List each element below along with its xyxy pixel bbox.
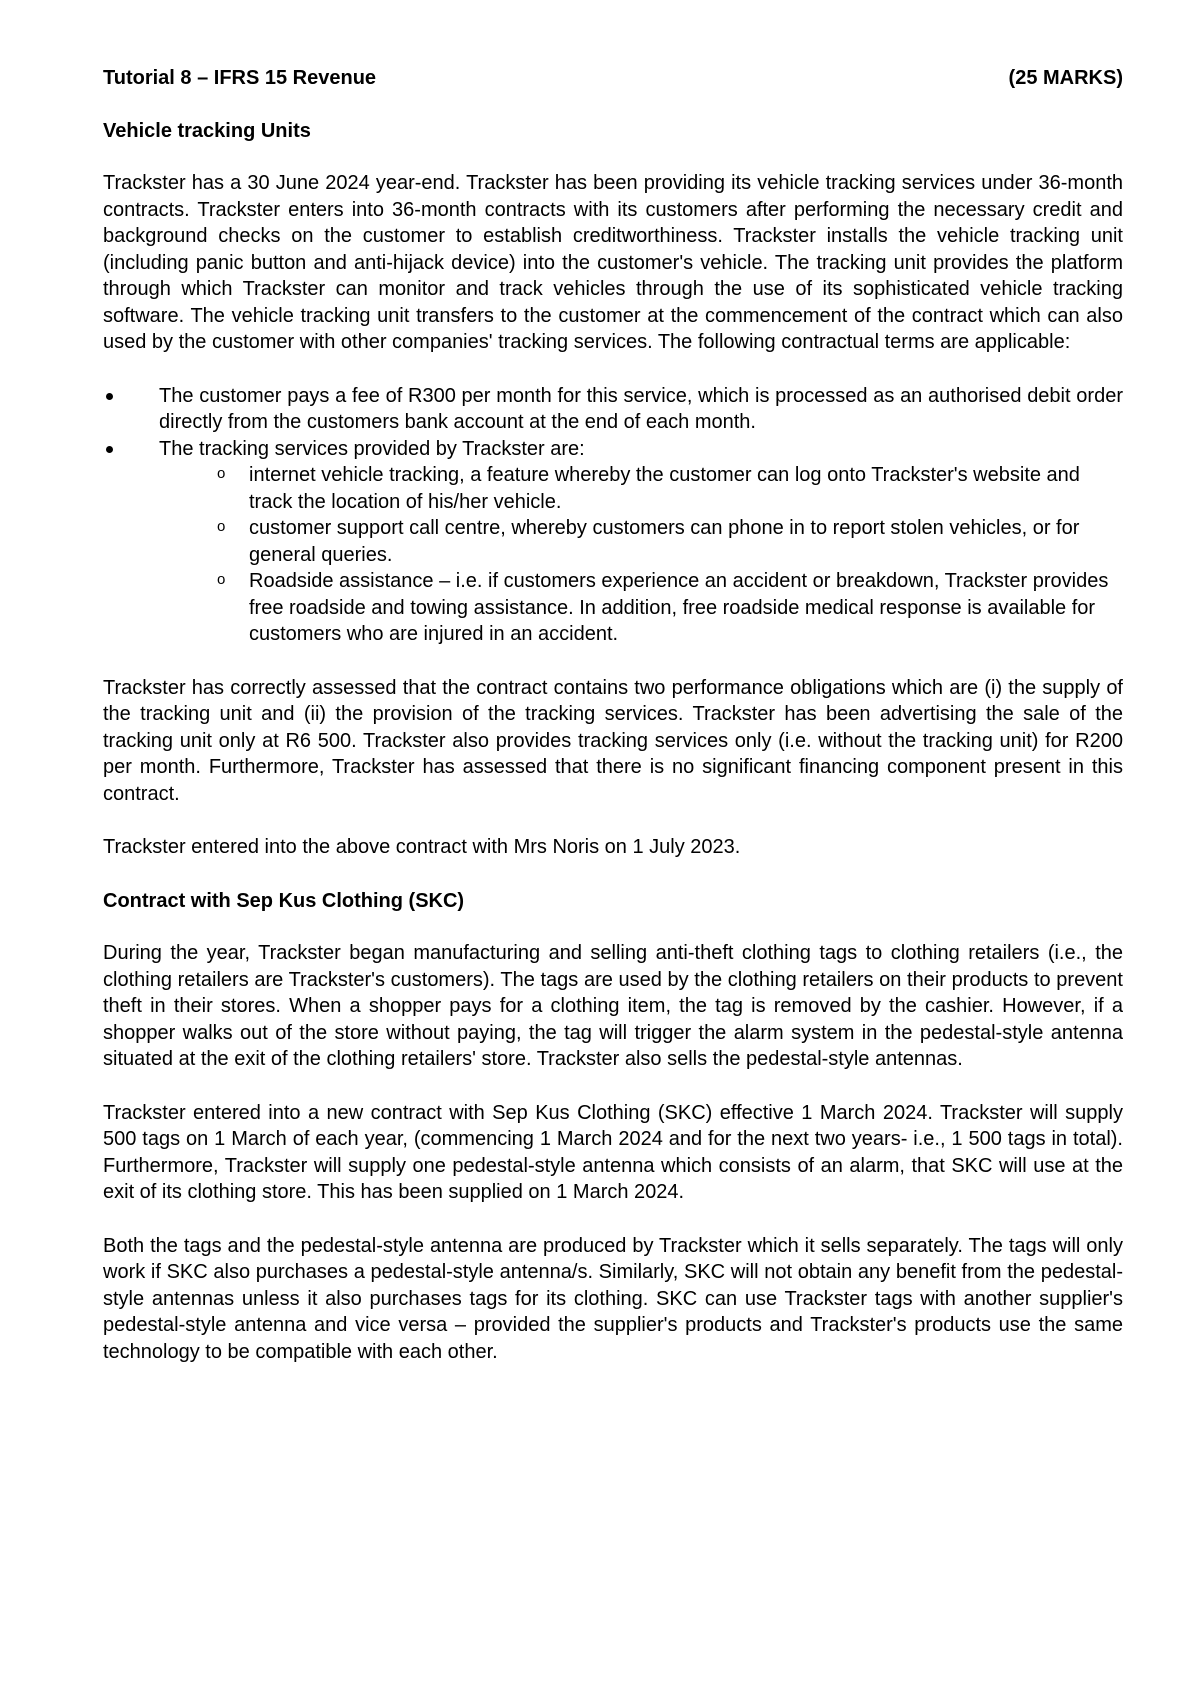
intro-paragraph: Trackster has a 30 June 2024 year-end. Trackster has been providing its vehicle tracking services under 36-month contracts. Trackster enters into 36-month contracts with its customers after performing the necessary credit and background checks on the customer to establish creditworthiness. Trackster installs the vehicle tracking unit (including panic button and anti-hijack device) into the customer's vehicle. The tracking unit provides the platform through which Trackster can monitor and track vehicles through the use of its sophisticated vehicle tracking software. The vehicle tracking unit transfers to the customer at the commencement of the contract which can also used by the customer with other companies' tracking services. The following contractual terms are applicable: <box>103 172 1123 353</box>
sub-list-item: o Roadside assistance – i.e. if customers experience an accident or breakdown, Trackster provides free roadside and towing assistance. In addition, free roadside medical response is available for customers who are injured in an accident. <box>159 568 1123 648</box>
sub-list-item: o customer support call centre, whereby customers can phone in to report stolen vehicles, or for general queries. <box>159 515 1123 568</box>
document-title: Tutorial 8 – IFRS 15 Revenue <box>103 67 377 89</box>
list-item <box>103 383 1123 436</box>
anti-theft-tags-paragraph: During the year, Trackster began manufacturing and selling anti-theft clothing tags to clothing retailers (i.e., the clothing retailers are Trackster's customers). The tags are used by the clothing retailers on their products to prevent theft in their stores. When a shopper pays for a clothing item, the tag is removed by the cashier. However, if a shopper walks out of the store without paying, the tag will trigger the alarm system in the pedestal-style antenna situated at the exit of the clothing retailers' store. Trackster also sells the pedestal-style antennas. <box>103 942 1123 1070</box>
list-item <box>103 436 1123 648</box>
list-item-text: The tracking services provided by Trackster are: <box>159 437 585 460</box>
tracking-services-list <box>159 462 1123 648</box>
section-heading-vehicle-tracking: Vehicle tracking Units <box>103 119 311 142</box>
document-body <box>103 65 1123 1392</box>
contract-date-paragraph: Trackster entered into the above contract with Mrs Noris on 1 July 2023. <box>103 836 741 858</box>
section-heading-skc: Contract with Sep Kus Clothing (SKC) <box>103 889 465 912</box>
tags-antenna-paragraph: Both the tags and the pedestal-style antenna are produced by Trackster which it sells separately. The tags will only work if SKC also purchases a pedestal-style antenna/s. Similarly, SKC will not obtain any benefit from the pedestal-style antennas unless it also purchases tags for its clothing. SKC can use Trackster tags with another supplier's pedestal-style antenna and vice versa – provided the supplier's products and Trackster's products use the same technology to be compatible with each other. <box>103 1234 1123 1363</box>
contract-terms-list <box>103 383 1123 648</box>
skc-contract-paragraph: Trackster entered into a new contract with Sep Kus Clothing (SKC) effective 1 March 2024. Trackster will supply 500 tags on 1 March of each year, (commencing 1 March 2024 and for the next two years- i.e., 1 500 tags in total). Furthermore, Trackster will supply one pedestal-style antenna which consists of an alarm, that SKC will use at the exit of its clothing store. This has been supplied on 1 March 2024. <box>103 1101 1123 1203</box>
list-item-text: The customer pays a fee of R300 per month for this service, which is processed as an authorised debit order directly from the customers bank account at the end of each month. <box>159 384 1123 433</box>
performance-obligations-paragraph: Trackster has correctly assessed that the contract contains two performance obligations which are (i) the supply of the tracking unit and (ii) the provision of the tracking services. Trackster has been advertising the sale of the tracking unit only at R6 500. Trackster also provides tracking services only (i.e. without the tracking unit) for R200 per month. Furthermore, Trackster has assessed that there is no significant financing component present in this contract. <box>103 676 1123 805</box>
title-row <box>103 65 1123 92</box>
total-marks: (25 MARKS) <box>1008 67 1123 89</box>
sub-list-item: o internet vehicle tracking, a feature whereby the customer can log onto Trackster's website and track the location of his/her vehicle. <box>159 462 1123 515</box>
